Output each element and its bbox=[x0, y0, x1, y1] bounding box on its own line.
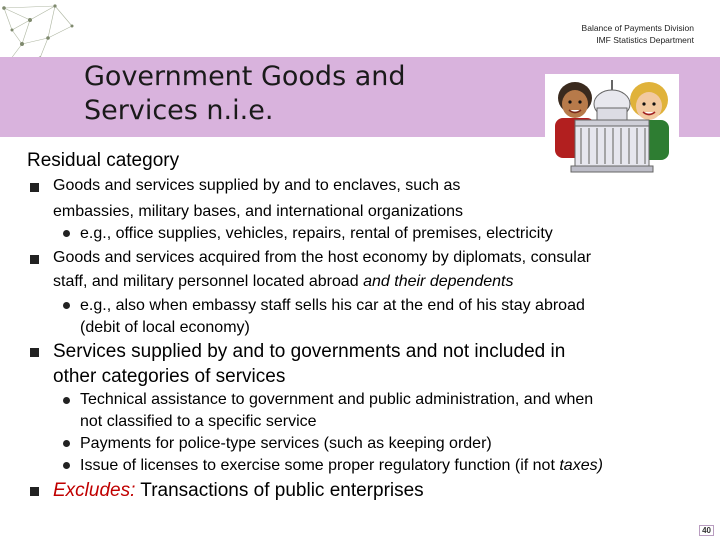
bullet-3-sub-3-italic: taxes) bbox=[559, 457, 603, 474]
bullet-3-sub-1-line-1: Technical assistance to government and public administration, and when bbox=[80, 391, 594, 408]
bullet-2-sub-1-line-2: (debit of local economy) bbox=[80, 319, 250, 336]
bullet-2-line-2-text: staff, and military personnel located abroad bbox=[53, 273, 364, 290]
bullet-marker-4 bbox=[30, 487, 39, 496]
bullet-3-sub-1-line-2: not classified to a specific service bbox=[80, 413, 317, 430]
bullet-3-line-2: other categories of services bbox=[53, 366, 286, 387]
capitol-clipart-image bbox=[545, 74, 679, 180]
bullet-marker-1 bbox=[30, 183, 39, 192]
department-label: IMF Statistics Department bbox=[596, 35, 694, 45]
header-department-info bbox=[582, 22, 694, 46]
excludes-label: Excludes: bbox=[53, 480, 136, 501]
bullet-3-sub-3 bbox=[80, 457, 603, 475]
division-label: Balance of Payments Division bbox=[581, 23, 694, 33]
bullet-1-line-2: embassies, military bases, and international organizations bbox=[53, 203, 463, 220]
sub-bullet-marker-3-3 bbox=[63, 462, 70, 469]
bullet-3-sub-2: Payments for police-type services (such as keeping order) bbox=[80, 435, 492, 452]
title-line-1: Government Goods and bbox=[84, 61, 406, 92]
slide-title bbox=[84, 60, 406, 128]
sub-bullet-marker-3-1 bbox=[63, 397, 70, 404]
bullet-4-excludes bbox=[53, 480, 424, 502]
bullet-1-line-1: Goods and services supplied by and to enclaves, such as bbox=[53, 177, 461, 194]
bullet-2-line-2 bbox=[53, 273, 513, 291]
sub-bullet-marker-3-2 bbox=[63, 440, 70, 447]
bullet-2-sub-1-line-1: e.g., also when embassy staff sells his car at the end of his stay abroad bbox=[80, 297, 585, 314]
subtitle-residual-category: Residual category bbox=[27, 150, 180, 171]
excludes-text: Transactions of public enterprises bbox=[135, 480, 424, 501]
bullet-2-line-2-italic: and their dependents bbox=[363, 273, 514, 290]
bullet-3-line-1: Services supplied by and to governments and not included in bbox=[53, 341, 566, 362]
bullet-marker-3 bbox=[30, 348, 39, 357]
bullet-marker-2 bbox=[30, 255, 39, 264]
page-number: 40 bbox=[699, 525, 714, 536]
bullet-2-line-1: Goods and services acquired from the host economy by diplomats, consular bbox=[53, 249, 592, 266]
bullet-1-sub-1: e.g., office supplies, vehicles, repairs, rental of premises, electricity bbox=[80, 225, 553, 242]
sub-bullet-marker-2-1 bbox=[63, 302, 70, 309]
bullet-3-sub-3-text: Issue of licenses to exercise some proper regulatory function (if not bbox=[80, 457, 560, 474]
title-line-2: Services n.i.e. bbox=[84, 95, 274, 126]
sub-bullet-marker-1-1 bbox=[63, 230, 70, 237]
